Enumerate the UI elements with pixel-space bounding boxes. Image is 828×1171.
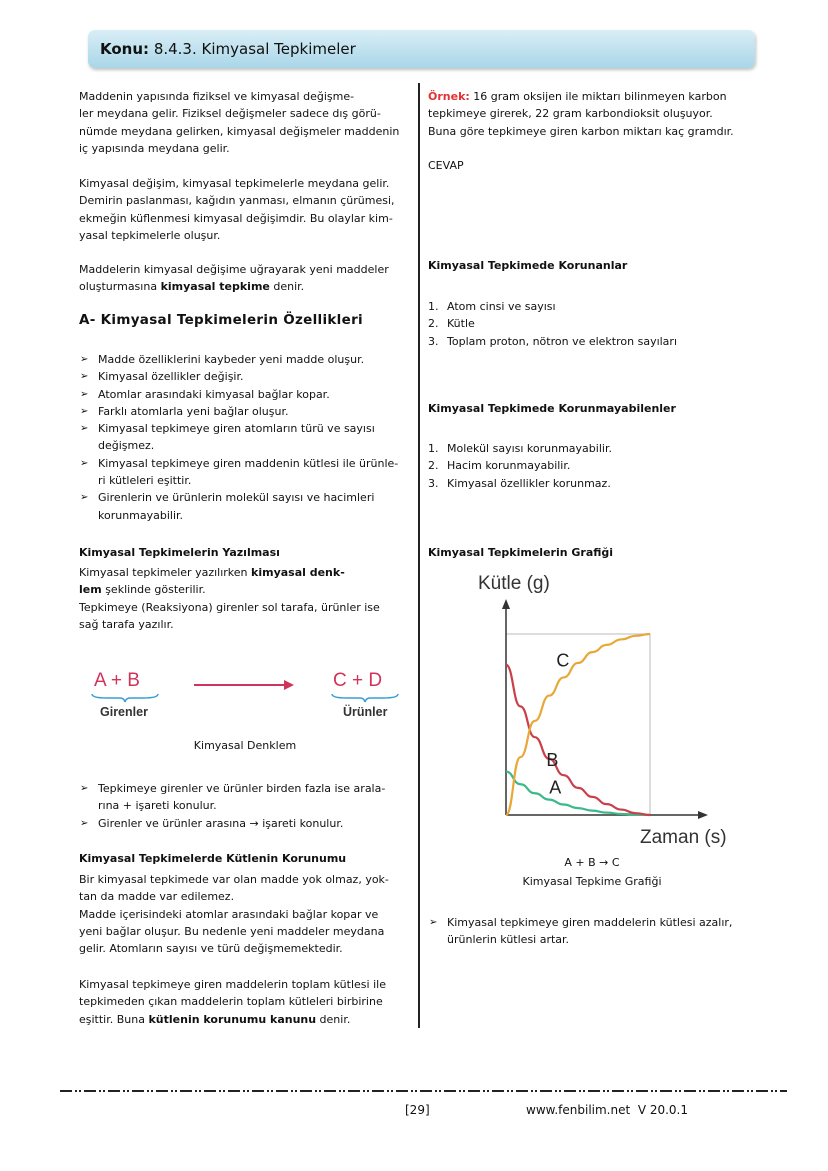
series-label-B: B [546, 750, 559, 771]
item-text: Kimyasal özellikler korunmaz. [447, 476, 611, 490]
bullet-continuation [428, 931, 732, 948]
text-line [79, 581, 380, 598]
text-segment: Bir kimyasal tepkimede var olan madde yok olmaz, yok- [79, 873, 389, 886]
bullet-text: Girenler ve ürünler arasına → işareti konulur. [98, 816, 344, 830]
arrow-bullet-icon: ➢ [80, 354, 89, 365]
text-segment: Kimyasal değişim, kimyasal tepkimelerle meydana gelir. [79, 177, 390, 190]
products-brace [330, 692, 400, 704]
x-axis-arrow-icon [698, 811, 708, 819]
text-line [79, 976, 386, 993]
item-number: 3. [428, 334, 439, 348]
text-line [79, 923, 389, 940]
bullet-continuation [79, 472, 398, 489]
text-segment: gelir. Atomların sayısı ve türü değişmemektedir. [79, 942, 343, 956]
numbered-item [428, 475, 612, 492]
column-divider [418, 83, 420, 1028]
text-line [79, 123, 399, 140]
equation-rules-list [79, 780, 385, 832]
text-segment: yasal tepkimelerle oluşur. [79, 228, 221, 242]
item-number: 2. [428, 459, 439, 473]
graph-caption: Kimyasal Tepkime Grafiği [522, 875, 662, 888]
conserved-list [428, 298, 677, 350]
bullet-continuation [79, 507, 398, 524]
bullet-text: ri kütleleri eşittir. [98, 474, 192, 488]
bullet-item [79, 489, 398, 506]
topic-label: Konu: [100, 40, 150, 58]
text-segment: Tepkimeye (Reaksiyona) girenler sol tarafa, ürünler ise [79, 600, 380, 614]
text-line [79, 906, 389, 923]
arrow-bullet-icon: ➢ [80, 371, 89, 383]
bold-term: kimyasal tepkime [160, 280, 270, 294]
text-line [79, 192, 395, 209]
item-text: Toplam proton, nötron ve elektron sayıları [447, 334, 678, 348]
numbered-item [428, 333, 677, 350]
text-line [79, 871, 389, 888]
footer-site: www.fenbilim.net V 20.0.1 [526, 1103, 689, 1117]
bullet-item [79, 780, 385, 797]
arrow-bullet-icon: ➢ [80, 388, 89, 400]
text-line [79, 599, 380, 616]
bold-term: kimyasal denk- [251, 566, 345, 579]
numbered-item [428, 315, 677, 332]
section-heading-a: A- Kimyasal Tepkimelerin Özellikleri [79, 312, 363, 328]
products-label: Ürünler [343, 705, 388, 719]
text-segment: Maddelerin kimyasal değişime uğrayarak yeni maddeler [79, 263, 389, 276]
bullet-item [79, 455, 398, 472]
bullet-item [79, 368, 398, 385]
item-text: Hacim korunmayabilir. [447, 459, 571, 473]
bullet-item [428, 914, 732, 931]
properties-list [79, 351, 398, 524]
text-segment: ekmeğin küflenmesi kimyasal değişimdir. Bu olaylar kim- [79, 211, 393, 225]
equation-caption: Kimyasal Denklem [193, 739, 297, 752]
graph-heading: Kimyasal Tepkimelerin Grafiği [428, 546, 614, 559]
item-number: 3. [428, 476, 439, 490]
text-line [79, 105, 399, 122]
item-text: Atom cinsi ve sayısı [447, 300, 556, 313]
text-line [79, 564, 380, 581]
series-label-A: A [549, 777, 562, 798]
text-segment: tepkimeye girerek, 22 gram karbondioksit oluşuyor. [428, 107, 713, 121]
bullet-item [79, 386, 398, 403]
reaction-arrow-icon [192, 678, 296, 692]
text-line [79, 993, 386, 1010]
numbered-item [428, 298, 677, 315]
bullet-text: Kimyasal özellikler değişir. [98, 370, 244, 384]
arrow-bullet-icon: ➢ [80, 783, 89, 794]
bullet-item [79, 815, 385, 832]
bullet-text: ürünlerin kütlesi artar. [447, 933, 570, 947]
text-segment: denir. [269, 280, 305, 294]
bullet-text: Girenlerin ve ürünlerin molekül sayısı ve hacimleri [98, 491, 375, 505]
text-segment: tepkimeden çıkan maddelerin toplam kütleleri birbirine [79, 995, 383, 1009]
text-line [79, 278, 389, 295]
text-line [79, 227, 395, 244]
mass-law-paragraph [79, 976, 386, 1028]
example-question [428, 88, 734, 140]
graph-reaction: A + B → C [564, 856, 620, 869]
text-segment: şeklinde gösterilir. [101, 583, 206, 597]
answer-label: CEVAP [428, 159, 464, 172]
reactants: A + B [94, 670, 140, 691]
arrow-bullet-icon: ➢ [80, 817, 89, 829]
footer-divider [60, 1090, 787, 1092]
not-conserved-list [428, 440, 612, 492]
graph-note [428, 914, 732, 949]
topic-title: 8.4.3. Kimyasal Tepkimeler [153, 40, 356, 58]
text-segment: denir. [316, 1012, 351, 1026]
numbered-item [428, 457, 612, 474]
bullet-item [79, 403, 398, 420]
bold-term: lem [79, 583, 102, 597]
bullet-text: değişmez. [98, 439, 155, 453]
y-axis-label: Kütle (g) [478, 573, 550, 594]
text-segment: Kimyasal tepkimeye giren maddelerin toplam kütlesi ile [79, 978, 386, 991]
bold-term: kütlenin korunumu kanunu [148, 1012, 317, 1026]
text-line [79, 140, 399, 157]
item-text: Kütle [447, 317, 475, 331]
item-number: 1. [428, 442, 439, 455]
y-axis-arrow-icon [502, 599, 510, 609]
arrow-bullet-icon: ➢ [80, 457, 89, 469]
bullet-item [79, 351, 398, 368]
text-line [428, 88, 734, 105]
arrow-bullet-icon: ➢ [80, 492, 89, 504]
mass-conservation-paragraph [79, 871, 389, 957]
text-segment: tan da madde var edilemez. [79, 890, 235, 904]
text-segment: Demirin paslanması, kağıdın yanması, elmanın çürümesi, [79, 194, 395, 208]
topic-header [88, 30, 755, 68]
example-label: Örnek: [428, 90, 470, 103]
text-line [79, 175, 395, 192]
bullet-text: Tepkimeye girenler ve ürünler birden fazla ise arala- [98, 782, 386, 795]
text-segment: nümde meydana gelirken, kimyasal değişmeler maddenin [79, 124, 400, 138]
text-line [79, 88, 399, 105]
text-segment: sağ tarafa yazılır. [79, 617, 174, 631]
chemical-change-paragraph [79, 175, 395, 244]
text-segment: oluşturmasına [79, 280, 161, 294]
bullet-text: Kimyasal tepkimeye giren atomların türü ve sayısı [98, 422, 375, 436]
text-segment: ler meydana gelir. Fiziksel değişmeler sadece dış görü- [79, 107, 381, 121]
text-segment: yeni bağlar oluşur. Bu nedenle yeni maddeler meydana [79, 924, 385, 938]
page-number: [29] [405, 1103, 430, 1117]
bullet-text: Farklı atomlarla yeni bağlar oluşur. [98, 404, 289, 418]
text-line [79, 616, 380, 633]
text-line [79, 261, 389, 278]
mass-conservation-heading: Kimyasal Tepkimelerde Kütlenin Korunumu [79, 852, 347, 865]
text-segment: Madde içerisindeki atomlar arasındaki bağlar kopar ve [79, 907, 379, 921]
bullet-item [79, 420, 398, 437]
text-segment: 16 gram oksijen ile miktarı bilinmeyen karbon [469, 90, 727, 103]
bullet-text: Kimyasal tepkimeye giren maddelerin kütlesi azalır, [447, 916, 733, 929]
text-line [79, 940, 389, 957]
x-axis-label: Zaman (s) [640, 827, 727, 848]
text-line [428, 123, 734, 140]
writing-heading: Kimyasal Tepkimelerin Yazılması [79, 546, 280, 559]
text-segment: Buna göre tepkimeye giren karbon miktarı kaç gramdır. [428, 124, 734, 138]
reactants-label: Girenler [100, 705, 148, 719]
text-segment: eşittir. Buna [79, 1012, 149, 1026]
intro-paragraph [79, 88, 399, 157]
numbered-item [428, 440, 612, 457]
series-line-A [506, 772, 650, 815]
text-segment: iç yapısında meydana gelir. [79, 141, 230, 155]
text-line [79, 1011, 386, 1028]
item-number: 2. [428, 317, 439, 331]
arrow-bullet-icon: ➢ [429, 917, 438, 928]
bullet-continuation [79, 797, 385, 814]
arrow-bullet-icon: ➢ [80, 405, 89, 417]
text-segment: Maddenin yapısında fiziksel ve kimyasal değişme- [79, 90, 355, 103]
text-line [428, 105, 734, 122]
bullet-text: korunmayabilir. [98, 508, 184, 522]
bullet-text: Atomlar arasındaki kimyasal bağlar kopar. [98, 387, 330, 401]
item-text: Molekül sayısı korunmayabilir. [447, 442, 612, 455]
text-line [79, 888, 389, 905]
bullet-continuation [79, 437, 398, 454]
bullet-text: rına + işareti konulur. [98, 799, 217, 813]
bullet-text: Kimyasal tepkimeye giren maddenin kütlesi ile ürünle- [98, 456, 399, 470]
writing-paragraph [79, 564, 380, 633]
arrow-bullet-icon: ➢ [80, 423, 89, 435]
text-segment: Kimyasal tepkimeler yazılırken [79, 566, 252, 579]
definition-paragraph [79, 261, 389, 296]
bullet-text: Madde özelliklerini kaybeder yeni madde oluşur. [98, 353, 365, 366]
series-label-C: C [556, 650, 570, 671]
reaction-graph [460, 565, 730, 855]
conserved-heading: Kimyasal Tepkimede Korunanlar [428, 259, 628, 272]
text-line [79, 210, 395, 227]
reactants-brace [90, 692, 160, 704]
item-number: 1. [428, 300, 439, 313]
products: C + D [333, 670, 383, 691]
not-conserved-heading: Kimyasal Tepkimede Korunmayabilenler [428, 402, 676, 415]
